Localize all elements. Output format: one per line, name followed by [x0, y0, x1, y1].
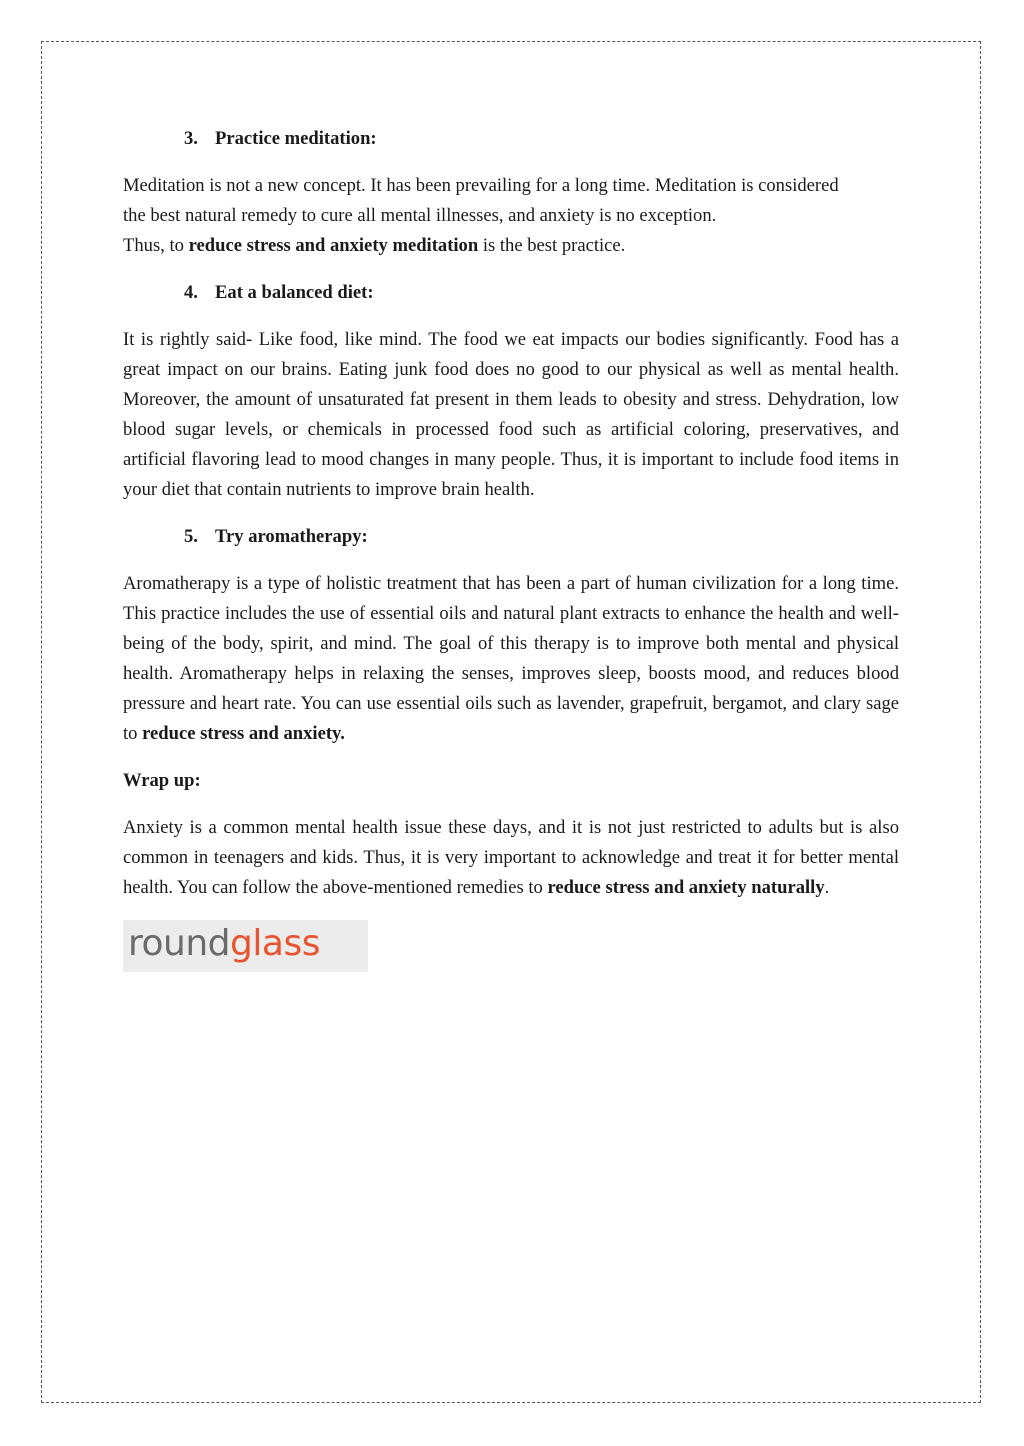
section-5-paragraph	[123, 569, 899, 749]
section-3-paragraph	[123, 171, 899, 261]
wrap-up-body: Anxiety is a common mental health issue these days, and it is not just restricted to adults but is also common in teenagers and kids. Thus, it is very important to acknowledge and treat it for better mental health. You can follow the above-mentioned remedies to	[123, 817, 899, 898]
section-3-line-1: Meditation is not a new concept. It has been prevailing for a long time. Meditation is considered	[123, 175, 839, 196]
section-4-title: Eat a balanced diet:	[215, 282, 374, 303]
section-4-paragraph: It is rightly said- Like food, like mind. The food we eat impacts our bodies significantly. Food has a great impact on our brains. Eating junk food does no good to our physical as well as mental health. Moreover, the amount of unsaturated fat present in them leads to obesity and stress. Dehydration, low blood sugar levels, or chemicals in processed food such as artificial coloring, preservatives, and artificial flavoring lead to mood changes in many people. Thus, it is important to include food items in your diet that contain nutrients to improve brain health.	[123, 329, 899, 500]
wrap-up-end: .	[824, 877, 830, 898]
wrap-up-bold: reduce stress and anxiety naturally	[547, 877, 825, 898]
section-3-number: 3.	[184, 128, 198, 149]
section-3-line-3-post: is the best practice.	[478, 235, 626, 256]
section-3-line-3-pre: Thus, to	[123, 235, 189, 256]
wrap-up-paragraph	[123, 813, 899, 903]
logo-glass-text: glass	[230, 923, 320, 964]
section-3-line-3-bold: reduce stress and anxiety meditation	[188, 235, 479, 256]
roundglass-logo	[123, 920, 368, 972]
section-5-bold: reduce stress and anxiety.	[142, 723, 345, 744]
roundglass-logo-graphic	[123, 920, 368, 972]
section-5-body: Aromatherapy is a type of holistic treatment that has been a part of human civilization for a long time. This practice includes the use of essential oils and natural plant extracts to enhance the health and well-being of the body, spirit, and mind. The goal of this therapy is to improve both mental and physical health. Aromatherapy helps in relaxing the senses, improves sleep, boosts mood, and reduces blood pressure and heart rate. You can use essential oils such as lavender, grapefruit, bergamot, and clary sage to	[123, 573, 899, 744]
document-content	[123, 124, 899, 972]
section-3-line-2: the best natural remedy to cure all mental illnesses, and anxiety is no exception.	[123, 205, 717, 226]
section-4-heading	[123, 278, 899, 308]
section-3-heading	[123, 124, 899, 154]
section-4-number: 4.	[184, 282, 198, 303]
logo-round-text: round	[128, 923, 231, 964]
section-5-heading	[123, 522, 899, 552]
section-5-title: Try aromatherapy:	[215, 526, 368, 547]
section-3-title: Practice meditation:	[215, 128, 377, 149]
section-5-number: 5.	[184, 526, 198, 547]
wrap-up-heading: Wrap up:	[123, 770, 201, 791]
svg-text:roundglass	[128, 923, 320, 964]
